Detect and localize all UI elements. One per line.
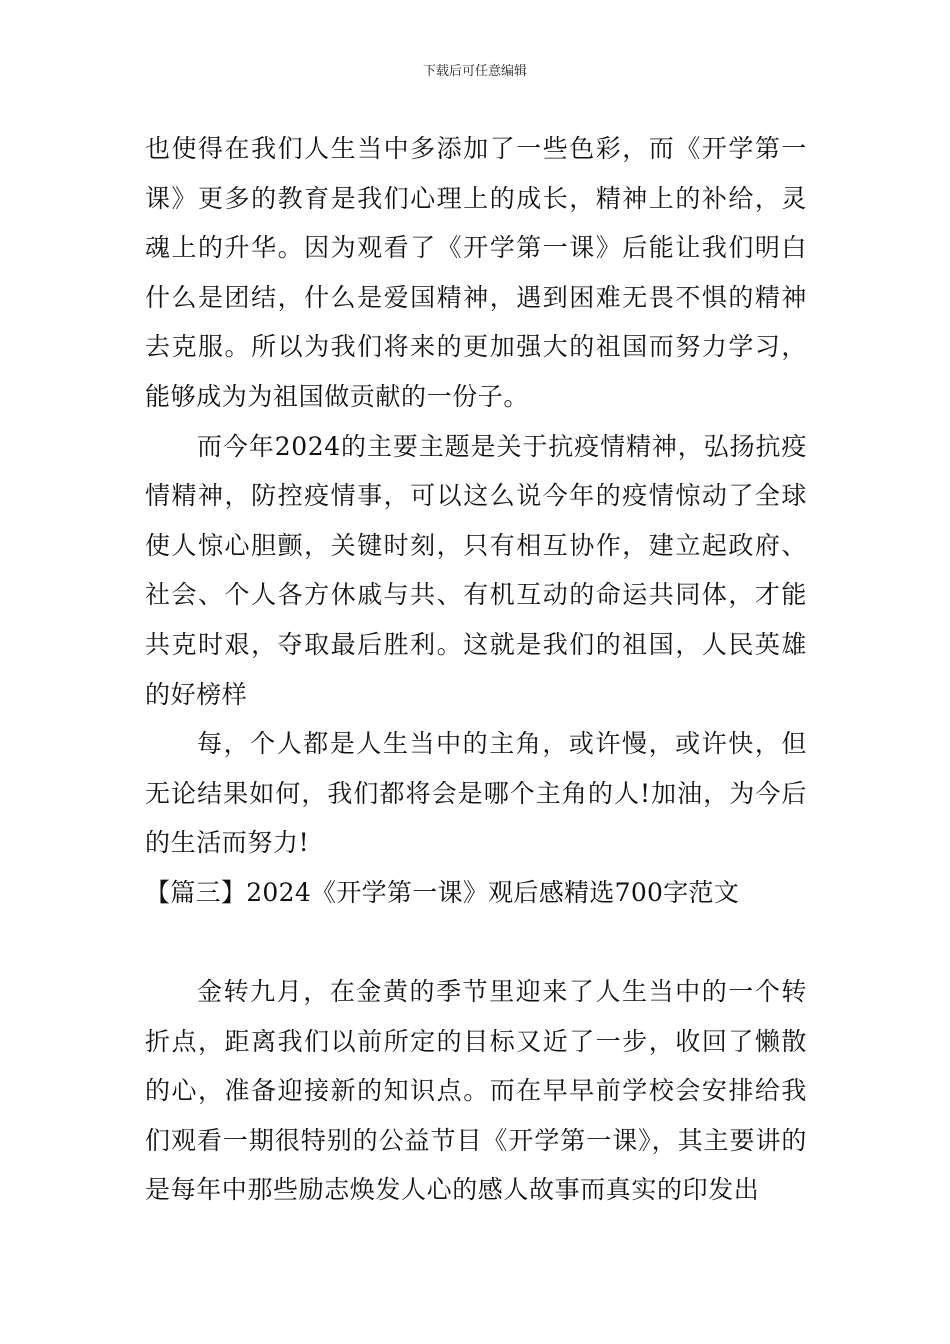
paragraph-september: 金转九月，在金黄的季节里迎来了人生当中的一个转折点，距离我们以前所定的目标又近了一步，收回了懒散的心，准备迎接新的知识点。而在早早前学校会安排给我们观看一期很特别的公益节目《开学第一课》，其主要讲的是每年中那些励志焕发人心的感人故事而真实的印发出 (145, 977, 807, 1205)
page-header-note: 下载后可任意编辑 (422, 64, 527, 79)
paragraph-protagonist: 每，个人都是人生当中的主角，或许慢，或许快，但无论结果如何，我们都将会是哪个主角的人!加油，为今后的生活而努力! (145, 729, 807, 858)
paragraph-continued: 也使得在我们人生当中多添加了一些色彩，而《开学第一课》更多的教育是我们心理上的成长，精神上的补给，灵魂上的升华。因为观看了《开学第一课》后能让我们明白什么是团结，什么是爱国精神，遇到困难无畏不惧的精神去克服。所以为我们将来的更加强大的祖国而努力学习，能够成为为祖国做贡献的一份子。 (145, 134, 807, 411)
section-heading: 【篇三】2024《开学第一课》观后感精选700字范文 (145, 877, 740, 907)
paragraph-epidemic-theme: 而今年2024的主要主题是关于抗疫情精神，弘扬抗疫情精神，防控疫情事，可以这么说今年的疫情惊动了全球使人惊心胆颤，关键时刻，只有相互协作，建立起政府、社会、个人各方休戚与共、有机互动的命运共同体，才能共克时艰，夺取最后胜利。这就是我们的祖国，人民英雄的好榜样 (145, 431, 807, 709)
blank-line (145, 918, 807, 968)
document-body (145, 124, 807, 1215)
